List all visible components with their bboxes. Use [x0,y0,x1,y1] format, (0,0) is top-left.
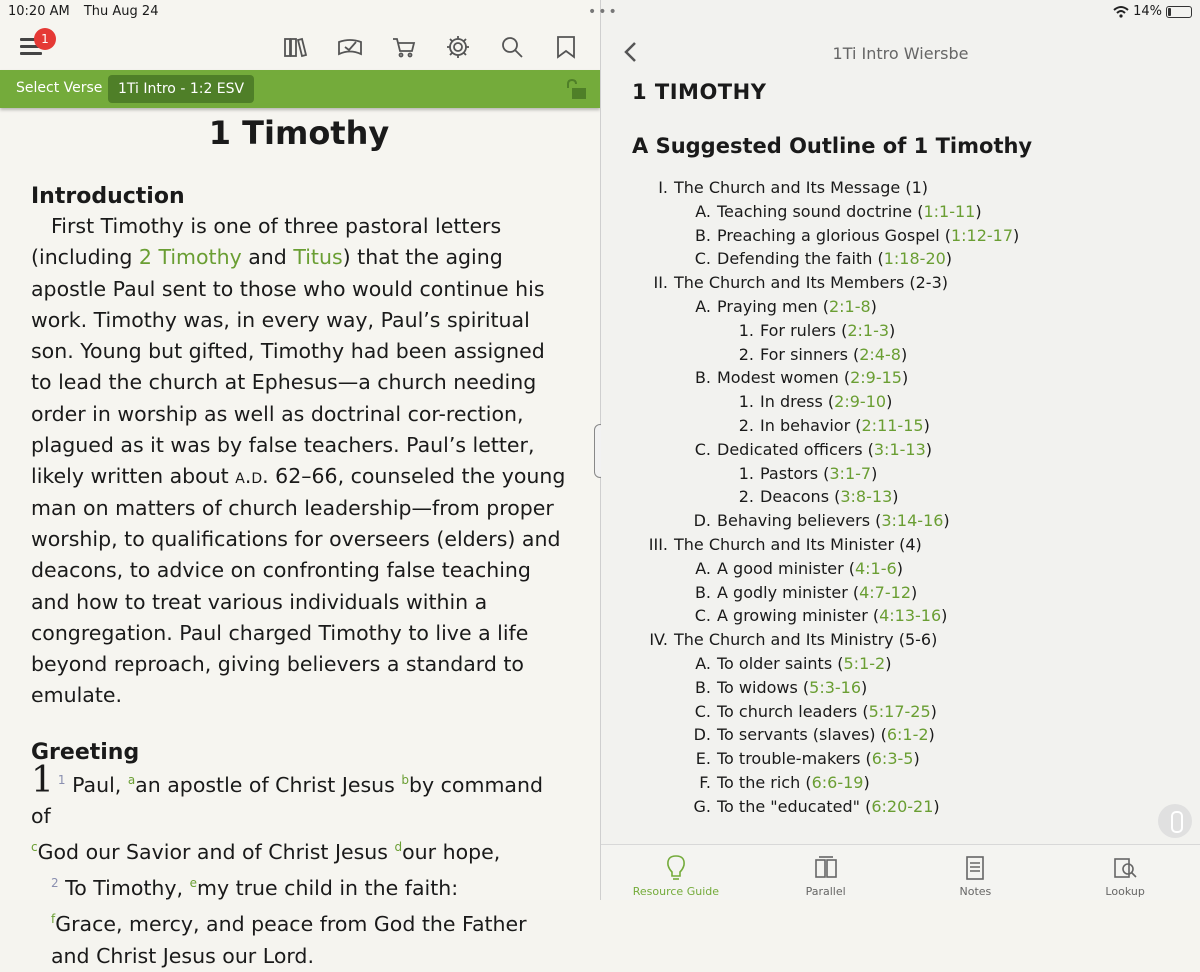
multitasking-dots-icon[interactable]: ••• [588,4,619,20]
battery-percent: 14% [1133,4,1162,19]
cart-icon[interactable] [388,32,420,62]
scripture-ref-link[interactable]: 6:1-2 [886,725,929,745]
select-verse-button[interactable]: Select Verse [16,80,103,96]
notification-badge: 1 [34,28,56,50]
scripture-ref-link[interactable]: 3:1-13 [873,439,926,459]
outline-text: The Church and Its Minister (4) [674,534,922,554]
outline-text: Behaving believers [717,511,871,531]
outline-label: D. [693,725,711,745]
outline-text: To older saints [717,653,833,673]
outline-label: III. [648,534,668,554]
left-pane [0,0,600,968]
outline-text: The Church and Its Ministry (5-6) [674,630,938,650]
outline-item [632,176,1192,200]
outline-text: For sinners [760,344,848,364]
outline-item: C. A growing minister (4:13-16) [632,604,1192,628]
outline-item: A. Teaching sound doctrine (1:1-11) [632,200,1192,224]
scripture-ref-link[interactable]: 3:1-7 [829,463,872,483]
outline-label: 1. [738,392,754,412]
outline-item: A. A good minister (4:1-6) [632,557,1192,581]
scripture-ref-link[interactable]: 6:6-19 [811,772,864,792]
outline-text: To widows [717,677,798,697]
outline-text: Defending the faith [717,249,873,269]
scripture-ref-link[interactable]: 5:17-25 [868,701,931,721]
outline-label: 1. [738,320,754,340]
outline-item: B. A godly minister (4:7-12) [632,581,1192,605]
scripture-ref-link[interactable]: 3:8-13 [840,487,893,507]
resource-heading: 1 TIMOTHY [632,80,767,104]
scripture-ref-link[interactable]: 2:9-15 [850,368,902,388]
outline-text: In behavior [760,415,851,435]
scripture-ref-link[interactable]: 3:14-16 [881,511,944,531]
outline-label: C. [694,701,711,721]
outline-item: 1. In dress (2:9-10) [632,390,1192,414]
outline-text: To the "educated" [717,796,861,816]
toolbar [0,26,600,68]
link-2-timothy[interactable]: 2 Timothy [138,245,242,270]
outline-item: F. To the rich (6:6-19) [632,771,1192,795]
introduction-paragraph: First Timothy is one of three pastoral letters (including 2 Timothy and Titus) that the aging apostle Paul sent to those who would continue his work. Timothy was, in every way, Paul’s spiritual son. Young but gifted, Timothy had been assigned to lead the church at Ephesus—a church needing order in worship as well as doctrinal cor-rection, plagued as it was by false teachers. Paul’s letter, likely written about a.d. 62–66, counseled the young man on matters of church leadership—from proper worship, to qualifications for overseers (elders) and deacons, to advice on confronting false teaching and how to treat various individuals within a congregation. Paul charged Timothy to live a life beyond reproach, giving believers a standard to emulate. [31,214,566,708]
verse-number: 2 [51,876,59,891]
outline-label: A. [695,558,711,578]
scripture-ref-link[interactable]: 2:1-8 [828,296,871,316]
unlock-icon[interactable] [564,78,588,100]
scripture-ref-link[interactable]: 2:11-15 [861,415,924,435]
greeting-heading: Greeting [31,739,140,765]
outline-text: To trouble-makers [717,749,861,769]
scripture-ref-link[interactable]: 1:18-20 [883,249,946,269]
scripture-ref-link[interactable]: 1:12-17 [950,225,1014,245]
scripture-ref-link[interactable]: 5:1-2 [843,653,886,673]
battery-icon [1166,6,1192,18]
outline-label: F. [699,772,711,792]
outline-item: C. Dedicated officers (3:1-13) [632,438,1192,462]
outline-item: B. Preaching a glorious Gospel (1:12-17) [632,224,1192,248]
outline-text: Modest women [717,368,839,388]
outline-label: II. [653,273,668,293]
outline-label: C. [694,249,711,269]
footnote-marker[interactable]: d [394,840,403,855]
outline-label: 2. [738,415,754,435]
outline-label: 2. [738,487,754,507]
outline-label: E. [695,749,711,769]
outline-text: A good minister [717,558,844,578]
settings-icon[interactable] [442,32,474,62]
outline-label: A. [695,653,711,673]
outline-item: B. To widows (5:3-16) [632,676,1192,700]
outline-item: E. To trouble-makers (6:3-5) [632,747,1192,771]
scripture-ref-link[interactable]: 5:3-16 [809,677,862,697]
right-pane [601,0,1200,900]
parallel-books-icon [813,854,839,882]
outline-text: A godly minister [717,582,848,602]
menu-button[interactable] [20,34,48,60]
outline-item: C. To church leaders (5:17-25) [632,700,1192,724]
outline-label: B. [694,368,711,388]
footnote-marker[interactable]: b [401,772,409,787]
outline-item: A. Praying men (2:1-8) [632,295,1192,319]
outline-item: 2. Deacons (3:8-13) [632,485,1192,509]
outline-text: The Church and Its Members (2-3) [674,273,948,293]
scripture-ref-link[interactable]: 6:20-21 [871,796,934,816]
tab-parallel[interactable]: Parallel [751,845,901,900]
outline-list [632,176,1192,819]
outline-item: G. To the "educated" (6:20-21) [632,795,1192,819]
footnote-marker[interactable]: a [127,772,136,787]
outline-item: 1. For rulers (2:1-3) [632,319,1192,343]
outline-heading: A Suggested Outline of 1 Timothy [632,134,1033,158]
outline-label: 1. [738,463,754,483]
outline-text: Praying men [717,296,818,316]
outline-label: B. [694,582,711,602]
outline-text: For rulers [760,320,837,340]
outline-item: 1. Pastors (3:1-7) [632,462,1192,486]
scripture-ref-link[interactable]: 4:1-6 [854,558,897,578]
status-date: Thu Aug 24 [83,4,159,19]
outline-label: C. [694,606,711,626]
scroll-handle[interactable] [1158,804,1192,838]
outline-text: To servants (slaves) [717,725,876,745]
status-time: 10:20 AM [8,4,70,19]
wifi-icon [1113,6,1129,18]
verse-bar [0,70,600,108]
resource-title: 1Ti Intro Wiersbe [832,44,969,63]
lookup-icon [1112,854,1138,882]
outline-label: G. [693,796,711,816]
link-titus[interactable]: Titus [293,245,343,270]
outline-label: IV. [649,630,668,650]
scripture-ref-link[interactable]: 1:1-11 [923,201,976,221]
outline-item: C. Defending the faith (1:18-20) [632,247,1192,271]
search-icon[interactable] [496,32,528,62]
lightbulb-icon [663,854,689,882]
reference-button[interactable]: 1Ti Intro - 1:2 ESV [108,75,254,103]
outline-text: In dress [760,392,823,412]
outline-text: To church leaders [717,701,858,721]
outline-item: 2. For sinners (2:4-8) [632,343,1192,367]
outline-text: To the rich [717,772,801,792]
bottom-tab-bar [601,844,1200,900]
outline-label: A. [695,201,711,221]
tab-notes[interactable]: Notes [901,845,1051,900]
scripture-ref-link[interactable]: 2:4-8 [859,344,901,364]
verse-number: 1 [57,772,66,787]
chapter-number: 1 [31,759,54,801]
outline-item: A. To older saints (5:1-2) [632,652,1192,676]
outline-text: Teaching sound doctrine [717,201,913,221]
outline-label: A. [695,296,711,316]
reading-content [0,108,598,968]
scripture-ref-link[interactable]: 4:7-12 [859,582,911,602]
outline-label: B. [694,225,711,245]
outline-label: C. [694,439,711,459]
tab-resource-guide[interactable]: Resource Guide [601,845,751,900]
outline-item: 2. In behavior (2:11-15) [632,414,1192,438]
outline-label: I. [658,178,668,197]
outline-text: Pastors [760,463,819,483]
outline-label: D. [693,511,711,531]
outline-item: B. Modest women (2:9-15) [632,366,1192,390]
scripture-ref-link[interactable]: 2:9-10 [834,392,887,412]
outline-text: A growing minister [717,606,868,626]
outline-text: Deacons [760,487,830,507]
scripture-text: 1 $^1$ Paul, $^a$an apostle of Christ Jesus $^b$by command of $^c$God our Savior and of Christ Jesus $^d$our hope, $^2$ To Timothy, $^e$my true child in the faith: $^f$Grace, mercy, and peace from God the Father and Christ Jesus our Lord. [31,759,543,968]
footnote-marker[interactable]: f [51,912,56,927]
footnote-marker[interactable]: c [31,840,38,855]
scripture-ref-link[interactable]: 4:13-16 [879,606,942,626]
outline-text: Preaching a glorious Gospel [717,225,940,245]
scripture-ref-link[interactable]: 6:3-5 [871,749,914,769]
introduction-heading: Introduction [31,184,185,209]
book-title: 1 Timothy [208,114,390,152]
outline-label: 2. [738,344,754,364]
status-bar [0,0,1200,24]
outline-item [632,628,1192,652]
outline-item [632,533,1192,557]
outline-text: The Church and Its Message (1) [674,178,929,197]
outline-text: Dedicated officers [717,439,863,459]
library-icon[interactable] [280,32,312,62]
scripture-ref-link[interactable]: 2:1-3 [847,320,890,340]
bookmark-icon[interactable] [550,32,582,62]
outline-item [632,271,1192,295]
notes-icon [962,854,988,882]
resource-content [632,80,1192,819]
reading-plan-icon[interactable] [334,32,366,62]
outline-item: D. To servants (slaves) (6:1-2) [632,723,1192,747]
outline-item: D. Behaving believers (3:14-16) [632,509,1192,533]
tab-lookup[interactable]: Lookup [1050,845,1200,900]
outline-label: B. [694,677,711,697]
footnote-marker[interactable]: e [189,876,197,891]
